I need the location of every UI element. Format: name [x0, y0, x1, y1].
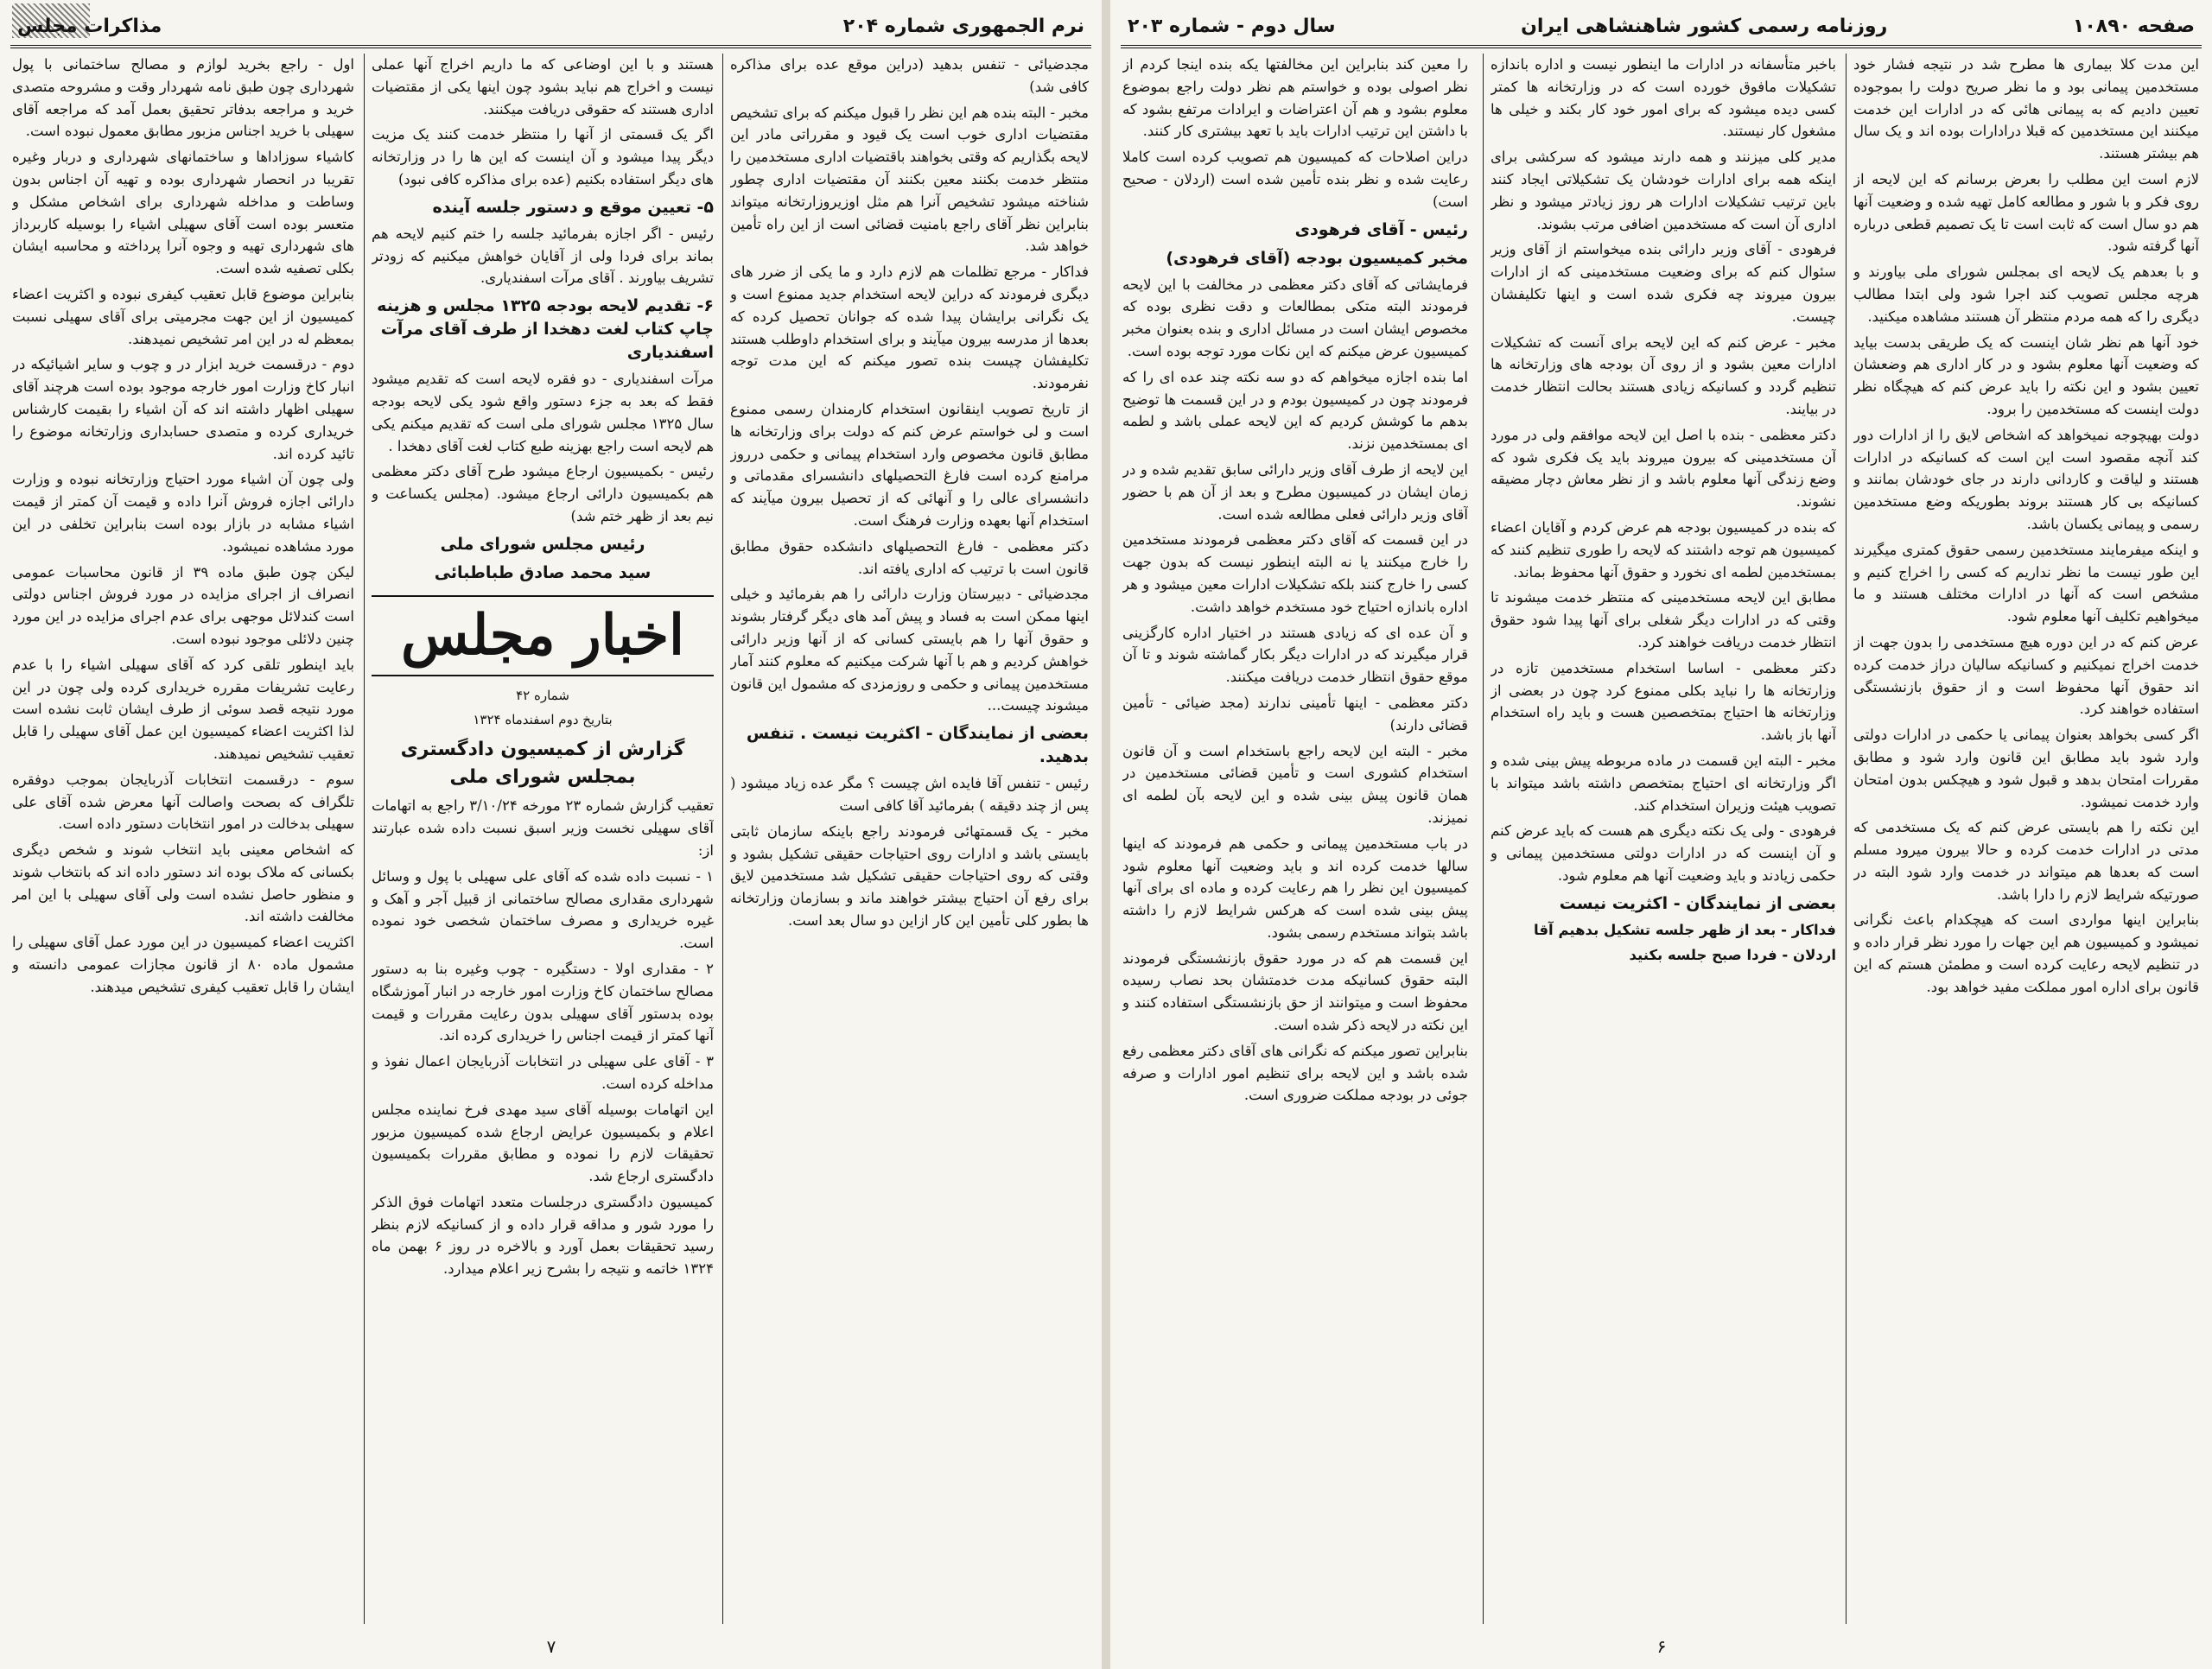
- left-page-number: ۷: [546, 1636, 556, 1657]
- left-masthead-issue: نرم الجمهوری شماره ۲۰۴: [842, 15, 1084, 37]
- left-col2-p3: رئیس - اگر اجازه بفرمائید جلسه را ختم کنیم لایحه هم بماند برای فردا ولی از آقایان خواهش میکنیم که زودتر تشریف بیاورند . آقای مرآت اسفندیاری.: [372, 225, 714, 287]
- right-col-1: [1853, 54, 2199, 1624]
- right-col3-p7: و آن عده ای که زیادی هستند در اختیار اداره کارگزینی قرار میگیرند که در ادارات دیگر بکار گماشته شوند و تا آن موقع حقوق انتظار خدمت دریافت میکنند.: [1122, 624, 1468, 686]
- left-page: [0, 0, 1102, 1669]
- right-col2-p12: اردلان - فردا صبح جلسه بکنید: [1629, 947, 1836, 964]
- right-col3-p2: دراین اصلاحات که کمیسیون هم تصویب کرده است کاملا رعایت شده و نظر بنده تأمین شده است (اردلان - صحیح است): [1122, 149, 1468, 210]
- right-masthead-title: روزنامه رسمی کشور شاهنشاهی ایران: [1521, 15, 1888, 37]
- right-col3-p5: این لایحه از طرف آقای وزیر دارائی سابق تقدیم شده و در زمان ایشان در کمیسیون مطرح و بعد از آن هم با حضور آقای وزیر دارائی فعلی مطالعه شده است.: [1122, 460, 1468, 523]
- signature-title: رئیس مجلس شورای ملی: [440, 534, 645, 554]
- right-col3-p3: فرمایشاتی که آقای دکتر معظمی در مخالفت با این لایحه فرمودند البته متکی بمطالعات و دقت نظری بوده که مخصوص ایشان است در مسائل اداری و بنده بعنوان مخبر کمیسیون عرض میکنم که این نکات مورد توجه بوده است.: [1122, 276, 1468, 359]
- right-col3-p11: این قسمت هم که در مورد حقوق بازنشستگی فرمودند البته حقوق کسانیکه مدت خدمتشان بحد نصاب رسیده محفوظ است و میتوانند از حق بازنشستگی استفاده کنند و این نکته در لایحه ذکر شده است.: [1122, 949, 1468, 1034]
- left-col3-p3: بنابراین موضوع قابل تعقیب کیفری نبوده و اکثریت اعضاء کمیسیون از این جهت مجرمیتی برای آقای سهیلی نسبت بمعظم له در این امر تشخیص نمیدهند.: [12, 285, 354, 347]
- right-col1-p7: عرض کنم که در این دوره هیچ مستخدمی را بدون جهت از خدمت اخراج نمیکنیم و کسانیکه سالیان دراز خدمت کرده اند حقوق آنها محفوظ است و از حقوق بازنشستگی استفاده خواهند کرد.: [1853, 633, 2199, 718]
- left-col1-p5: دکتر معظمی - فارغ التحصیلهای دانشکده حقوق مطابق قانون است با ترتیب که اداری یافته اند.: [730, 537, 1089, 577]
- left-col2-p10: این اتهامات بوسیله آقای سید مهدی فرخ نماینده مجلس اعلام و بکمیسیون عرایض ارجاع شده کمیسیون مزبور تحقیقات لازم را نموده و مطابق مقررات بکمیسیون دادگستری ارجاع شد.: [372, 1101, 714, 1185]
- right-col2-p6: که بنده در کمیسیون بودجه هم عرض کردم و آقایان اعضاء کمیسیون هم توجه داشتند که لایحه را طوری تنظیم کنند که بمستخدمین لطمه ای نخورد و حقوق آنها محفوظ بماند.: [1491, 518, 1836, 581]
- left-col2-p8: ۲ - مقداری اولا - دستگیره - چوب وغیره بنا به دستور مصالح ساختمان کاخ وزارت امور خارجه در انبار آموزشگاه بوده بدستور آقای سهیلی بدون رعایت مقررات و قیمت آنها کمتر از قیمت اجناس را خریداری کرده اند.: [372, 960, 714, 1044]
- left-col2-p4: مرآت اسفندیاری - دو فقره لایحه است که تقدیم میشود فقط که بعد به جزء دستور واقع شود یکی لایحه بودجه سال ۱۳۲۵ مجلس شورای ملی است که تقدیم میکنم یکی هم لایحه است راجع بهزینه طبع کتاب لغت آقای دهخدا .: [372, 371, 714, 454]
- left-col3-p9: که اشخاص معینی باید انتخاب شوند و شخص دیگری بکسانی که ملاک بوده اند دستور داده اند که بانتخاب شوند و منظور حاصل نشده است ولی آقای سهیلی با این امر مخالفت داشته اند.: [12, 841, 354, 925]
- left-col-1: [730, 54, 1089, 1624]
- left-col2-p11: کمیسیون دادگستری درجلسات متعدد اتهامات فوق الذکر را مورد شور و مداقه قرار داده و از کسانیکه لازم بنظر رسید تحقیقات بعمل آورد و بالاخره در روز ۶ بهمن ماه ۱۳۲۴ خاتمه و نتیجه را بشرح زیر اعلام میدارد.: [372, 1193, 714, 1278]
- right-col2-p11: فداکار - بعد از ظهر جلسه تشکیل بدهیم آقا: [1534, 921, 1836, 938]
- left-col1-p4: از تاریخ تصویب اینقانون استخدام کارمندان رسمی ممنوع است و لی خواستم عرض کنم که دولت برای وزارتخانه ها مطابق قانون مخصوص وارد استخدام پیمانی و حکمی درروز مرامنع کرده است فارغ التحصیلهای دانشسرای مقدماتی و دانشسرای عالی را و آنهائی که از تحصیل بیرون میآیند که استخدام آنها بعهده وزارت فرهنگ است.: [730, 400, 1089, 529]
- right-col1-p5: دولت بهیچوجه نمیخواهد که اشخاص لایق را از ادارات دور کند آنچه مقصود است این است که کسانیکه در ادارات هستند و لیاقت و کاردانی دارند در جای خودشان بمانند و کسانیکه بی کار هستند بروند بطوریکه وضع مستخدمین رسمی و پیمانی یکسان باشد.: [1853, 426, 2199, 532]
- left-col3-p1: اول - راجع بخرید لوازم و مصالح ساختمانی با پول شهرداری چون طبق نامه شهردار وقت و مشروحه متصدی خرید و مراجعه بدفاتر تحقیق بعمل آمد که مراجعه آقای سهیلی با خرید اجناس مزبور مطابق معمول نبوده است.: [12, 56, 354, 140]
- left-col-3: [12, 54, 354, 1624]
- right-col2-p4: مخبر - عرض کنم که این لایحه برای آنست که تشکیلات ادارات معین بشود و از روی آن بودجه های وزارتخانه ها تنظیم گردد و کسانیکه زیادی هستند بحالت انتظار خدمت در بیایند.: [1491, 333, 1836, 417]
- right-col2-p5: دکتر معظمی - بنده با اصل این لایحه موافقم ولی در مورد آن مستخدمینی که بیرون میروند باید یک فکری شود که وضع زندگی آنها معلوم باشد و از نظر معاش دچار مضیقه نشوند.: [1491, 426, 1836, 511]
- left-col1-p6: مجدضیائی - دبیرستان وزارت دارائی را هم بفرمائید و خیلی اینها ممکن است به فساد و پیش آمد های دیگر گرفتار بشوند و حقوق آنها را هم بایستی کسانی که از آنها وزیر دارائی خواهش کردیم و هم با آنها شرکت میکنیم که معلوم کنند آمار مستخدمین پیمانی و حکمی و روزمزدی که مشمول این قانون میشوند چیست...: [730, 586, 1089, 714]
- right-col3-p10: در باب مستخدمین پیمانی و حکمی هم فرمودند که اینها سالها خدمت کرده اند و باید وضعیت آنها معلوم شود کمیسیون این نظر را هم رعایت کرده و ماده ای برای آنها پیش بینی شده است که هرکس شرایط لازم را داشته باشد بتواند مستخدم رسمی بشود.: [1122, 834, 1468, 941]
- left-col1-heading: بعضی از نمایندگان - اکثریت نیست . تنفس بدهید.: [746, 724, 1089, 767]
- left-col1-p8: مخبر - یک قسمتهائی فرمودند راجع باینکه سازمان ثابتی بایستی باشد و ادارات روی احتیاجات حقیقی تشکیل بشود و وقتی که روی احتیاجات حقیقی تشکیل شد مستخدمین لایق برای رفع آن احتیاج بیشتر خواهند ماند و بسازمان وزارتخانه ها بطور کلی تأمین این کار ازاین دو سال بعد است.: [730, 822, 1089, 929]
- right-col1-p1: این مدت کلا بیماری ها مطرح شد در نتیجه فشار خود مستخدمین پیمانی بود و ما نظر صریح دولت را بموجوده تعیین دادیم که به پیمانی هائی که در ادارات این خدمت میکنند این مستخدمین که قبلا درادارات بوده اند و یک سال هم بیشتر هستند.: [1853, 56, 2199, 162]
- left-masthead: [10, 7, 1091, 48]
- left-col2-p7: ۱ - نسبت داده شده که آقای علی سهیلی با پول و وسائل شهرداری مقداری مصالح ساختمانی از قبیل آجر و آهک و غیره خریداری و مصرف ساختمان شخصی خود نموده است.: [372, 867, 714, 952]
- right-col1-p8: اگر کسی بخواهد بعنوان پیمانی یا حکمی در ادارات دولتی وارد شود باید مطابق این قانون وارد شود و مطابق مقررات امتحان بدهد و قبول شود و هیچکس بدون امتحان وارد خدمت نمیشود.: [1853, 727, 2199, 810]
- right-col1-p3: و با بعدهم یک لایحه ای بمجلس شورای ملی بیاورند و هرچه مجلس تصویب کند اجرا شود ولی ابتدا مطالب دیگری را که همه مردم منتظر آن هستند مشاهده میکنید.: [1853, 263, 2199, 325]
- right-col3-p12: بنابراین تصور میکنم که نگرانی های آقای دکتر معظمی رفع شده باشد و این لایحه برای تنظیم امور ادارات و صرفه جوئی در بودجه مملکت ضروری است.: [1122, 1042, 1468, 1104]
- left-col3-p8: سوم - درقسمت انتخابات آذربایجان بموجب دوفقره تلگراف که بصحت واصالت آنها معرض شده آقای علی سهیلی بدخالت در امور انتخابات دستور داده است.: [12, 771, 354, 833]
- left-col3-p7: باید اینطور تلقی کرد که آقای سهیلی اشیاء را با عدم رعایت تشریفات مقرره خریداری کرده ولی چون در این مورد نتیجه قصد سوئی از طرف ایشان ثابت نشده است لذا اکثریت اعضاء کمیسیون این عمل آقای سهیلی را قابل تعقیب تشخیص نمیدهند.: [12, 656, 354, 762]
- right-masthead-page: صفحه ۱۰۸۹۰: [2072, 15, 2195, 37]
- left-col3-p10: اکثریت اعضاء کمیسیون در این مورد عمل آقای سهیلی را مشمول ماده ۸۰ از قانون مجازات عمومی دانسته و ایشان را قابل تعقیب کیفری تشخیص میدهند.: [12, 934, 354, 995]
- right-col3-p1: را معین کند بنابراین این مخالفتها یکه بنده اینجا کردم از نظر اصولی بوده و خواستم هم نظر دولت راجع بموضوع معلوم بشود و هم آن اعتراضات و ایرادات مرتفع بشود که با داشتن این ترتیب ادارات باید با تعهد بیشتری کار کنند.: [1122, 56, 1468, 140]
- right-col2-p3: فرهودی - آقای وزیر دارائی بنده میخواستم از آقای وزیر سئوال کنم که برای وضعیت مستخدمینی که از ادارات بیرون میروند چه فکری شده است و اینها تکلیفشان چیست.: [1491, 241, 1836, 325]
- right-col3-p4: اما بنده اجازه میخواهم که دو سه نکته چند عده ای را که فرمودند چون در کمیسیون بودم و در این قسمت ها توضیح بدهم ما کوشش کردیم که این لایحه عملی باشد و لطمه ای بمستخدمین نزند.: [1122, 368, 1468, 453]
- left-masthead-section: مذاکرات مجلس: [17, 15, 162, 37]
- right-col1-p9: این نکته را هم بایستی عرض کنم که یک مستخدمی که مدتی در ادارات خدمت کرده و حالا بیرون میرود مسلم است که بعدها هم میتواند در خدمت وارد شود البته در صورتیکه شرایط لازم را دارا باشد.: [1853, 819, 2199, 903]
- right-col3-p6: در این قسمت که آقای دکتر معظمی فرمودند مستخدمین را خارج میکنند یا نه البته اینطور نیست که بدون جهت کسی را خارج کنند بلکه تشکیلات ادارات معین میشود و هر اداره باندازه احتیاج خود مستخدم خواهد داشت.: [1122, 531, 1468, 615]
- left-col2-p5: رئیس - بکمیسیون ارجاع میشود طرح آقای دکتر معظمی هم بکمیسیون دارائی ارجاع میشود. (مجلس یکساعت و نیم بعد از ظهر ختم شد): [372, 463, 714, 524]
- right-col2-p7: مطابق این لایحه مستخدمینی که منتظر خدمت میشوند تا وقتی که در ادارات دیگر شغلی برای آنها پیدا شود حقوق انتظار خدمت دریافت خواهند کرد.: [1491, 589, 1836, 650]
- right-col-3: [1122, 54, 1468, 1624]
- judiciary-report-heading: گزارش از کمیسیون دادگستری بمجلس شورای ملی: [400, 739, 685, 789]
- left-col-2: [372, 54, 714, 1624]
- right-col3-heading-chair: رئیس - آقای فرهودی: [1294, 219, 1468, 239]
- report-issue-number: شماره ۴۲: [516, 687, 569, 703]
- right-col3-p9: مخبر - البته این لایحه راجع باستخدام است و آن قانون استخدام کشوری است و تأمین قضائی مستخدمین در همان قانون پیش بینی شده و این لایحه بآن لطمه ای نمیزند.: [1122, 742, 1468, 826]
- left-col1-p7: رئیس - تنفس آقا فایده اش چیست ؟ مگر عده زیاد میشود ( پس از چند دقیقه ) بفرمائید آقا کافی است: [730, 775, 1089, 814]
- right-col2-p9: مخبر - البته این قسمت در ماده مربوطه پیش بینی شده و اگر وزارتخانه ای احتیاج بمتخصص داشته باشد میتواند با تصویب هیئت وزیران استخدام کند.: [1491, 752, 1836, 814]
- right-col-2: [1491, 54, 1836, 1624]
- left-col2-p2: اگر یک قسمتی از آنها را منتظر خدمت کنند یک مزیت دیگر پیدا میشود و آن اینست که این ها را در وزارتخانه های دیگر استفاده بکنیم (عده برای مذاکره کافی نبود): [372, 126, 714, 187]
- left-col1-p3: فداکار - مرجع تظلمات هم لازم دارد و ما یکی از ضرر های دیگری فرمودند که دراین لایحه استخدام جدید ممنوع است و یک نگرانی برایشان پیدا شده که جوانان تحصیل کرده که بعدها از مدرسه بیرون میآیند و برای استخدام داوطلب هستند تکلیفشان چیست بنده تصور میکنم که این مدت توجه نفرمودند.: [730, 263, 1089, 392]
- right-col1-p10: بنابراین اینها مواردی است که هیچکدام باعث نگرانی نمیشود و کمیسیون هم این جهات را مورد نظر قرار داده و در تنظیم لایحه رعایت کرده است و مطمئن هستم که این قانون برای اداره امور مملکت مفید خواهد بود.: [1853, 911, 2199, 995]
- right-col2-p2: مدیر کلی میزنند و همه دارند میشود که سرکشی برای اینکه همه برای ادارات خودشان یک تشکیلاتی ایجاد کنند باین ترتیب تشکیلات ادارات هر روز زیادتر میشود و نظر اداری آن است که مستخدمین اضافی مرتب بشوند.: [1491, 149, 1836, 232]
- right-col2-heading-quorum: بعضی از نمایندگان - اکثریت نیست: [1559, 893, 1836, 913]
- left-col3-p6: لیکن چون طبق ماده ۳۹ از قانون محاسبات عمومی انصراف از اجرای مزایده در مورد فروش اجناس دولتی است کندلائل موجهی برای عدم اجرای مزایده در این مورد چنین دلائلی موجود نبوده است.: [12, 563, 354, 647]
- signature-name: سید محمد صادق طباطبائی: [434, 562, 652, 582]
- binding-gutter: [1102, 0, 1110, 1669]
- left-column-rule-2: [364, 54, 365, 1624]
- right-col3-p8: دکتر معظمی - اینها تأمینی ندارند (مجد ضیائی - تأمین قضائی دارند): [1122, 694, 1468, 733]
- right-masthead: [1121, 7, 2202, 48]
- left-col2-p9: ۳ - آقای علی سهیلی در انتخابات آذربایجان اعمال نفوذ و مداخله کرده است.: [372, 1053, 714, 1092]
- right-col1-p2: لازم است این مطلب را بعرض برسانم که این لایحه از روی فکر و با شور و مطالعه کامل تهیه شده و وضعیت آنها هم دو سال است که ثابت است تا یک تصمیم قطعی درباره آنها گرفته شود.: [1853, 170, 2199, 255]
- right-col2-p10: فرهودی - ولی یک نکته دیگری هم هست که باید عرض کنم و آن اینست که در ادارات دولتی مستخدمین پیمانی و حکمی زیادند و باید وضعیت آنها هم معلوم شود.: [1491, 822, 1836, 884]
- right-page: [1110, 0, 2212, 1669]
- left-col3-p5: ولی چون آن اشیاء مورد احتیاج وزارتخانه نبوده و وزارت دارائی اجازه فروش آنرا داده و قیمت آن کمتر از قیمت اشیاء مشابه در بازار بوده است بنابراین تخلفی در این مورد مشاهده نمیشود.: [12, 471, 354, 555]
- left-col2-p1: هستند و با این اوضاعی که ما داریم اخراج آنها عملی نیست و اخراج هم نباید بشود چون اینها یکی از مقتضیات اداری هستند که حقوقی دریافت میکنند.: [372, 56, 714, 117]
- left-col2-heading-budget: ۶- تقدیم لایحه بودجه ۱۳۲۵ مجلس و هزینه چاپ کتاب لغت دهخدا از طرف آقای مرآت اسفندیاری: [377, 296, 714, 363]
- left-column-rule-1: [722, 54, 723, 1624]
- majlis-news-banner: اخبار مجلس: [372, 595, 714, 676]
- right-column-rule-2: [1483, 54, 1484, 1624]
- left-col1-p1: مجدضیائی - تنفس بدهید (دراین موقع عده برای مذاکره کافی شد): [730, 56, 1089, 95]
- right-col2-p1: باخبر متأسفانه در ادارات ما اینطور نیست و اداره باندازه تشکیلات مافوق خورده است که در وزارتخانه ها کمتر کسی دیده میشود که برای امور خود کار بکند و خیلی ها مشغول کار نیستند.: [1491, 56, 1836, 140]
- report-date: بتاریخ دوم اسفندماه ۱۳۲۴: [473, 711, 613, 727]
- left-col2-heading-agenda: ۵- تعیین موقع و دستور جلسه آینده: [432, 197, 714, 217]
- right-page-number: ۶: [1656, 1636, 1667, 1657]
- left-col3-p2: کاشیاء سوزاداها و ساختمانهای شهرداری و دربار وغیره تقریبا در انحصار شهرداری بوده و تهیه آن اجناس بدون وساطت و مداخله شهرداری برای اشخاص مشکل و متعسر بوده است آقای سهیلی اشیاء را بوسیله کاربرداز های شهرداری تهیه و وجوه آنرا پرداخته و محاسبه ایشان بکلی تصفیه شده است.: [12, 149, 354, 277]
- right-col2-p8: دکتر معظمی - اساسا استخدام مستخدمین تازه در وزارتخانه ها را نباید بکلی ممنوع کرد چون در بعضی از وزارتخانه ها احتیاج بمتخصصین هست و باید راه استخدام آنها باز باشد.: [1491, 659, 1836, 744]
- left-col2-p6: تعقیب گزارش شماره ۲۳ مورخه ۳/۱۰/۲۴ راجع به اتهامات آقای سهیلی نخست وزیر اسبق نسبت داده شده عبارتند از:: [372, 797, 714, 859]
- right-column-rule-1: [1846, 54, 1847, 1624]
- right-col1-p4: خود آنها هم نظر شان اینست که یک طریقی بدست بیاید که وضعیت آنها معلوم بشود و در کار اداری هم وضعشان تعیین بشود و این نکته را باید عرض کنم که هیچگاه نظر دولت اینست که مستخدمین را برود.: [1853, 333, 2199, 417]
- left-col1-p2: مخبر - البته بنده هم این نظر را قبول میکنم که برای تشخیص مقتضیات اداری خوب است یک قیود و مقرراتی مادر این لایحه بگذاریم که وقتی بخواهند باقتضیات اداری مستخدمین را منتظر خدمت بکنند معین بکنند آن مقتضیات اداری چطور شناخته میشود تشخیص آنرا هم مثل اوزیروزارتخانه میتواند بنابراین نظر آقای راجع بامنیت قضائی است از این راه تأمین خواهد شد.: [730, 104, 1089, 255]
- right-masthead-issue: سال دوم - شماره ۲۰۳: [1128, 15, 1336, 37]
- right-col3-heading-rapporteur: مخبر کمیسیون بودجه (آقای فرهودی): [1166, 248, 1468, 268]
- left-col3-p4: دوم - درقسمت خرید ابزار در و چوب و سایر اشیائیکه در انبار کاخ وزارت امور خارجه موجود بوده است هرچند آقای سهیلی اظهار داشته اند که آن اشیاء را بقیمت کارشناس خریداری کرده و متصدی حسابداری وزارتخانه موضوع را تائید کرده اند.: [12, 356, 354, 462]
- right-col1-p6: و اینکه میفرمایند مستخدمین رسمی حقوق کمتری میگیرند این طور نیست ما نظر نداریم که کسی را اخراج کنیم و مشخص است که آنها در ادارات مختلف هستند و ما میخواهیم تکلیف آنها معلوم شود.: [1853, 541, 2199, 625]
